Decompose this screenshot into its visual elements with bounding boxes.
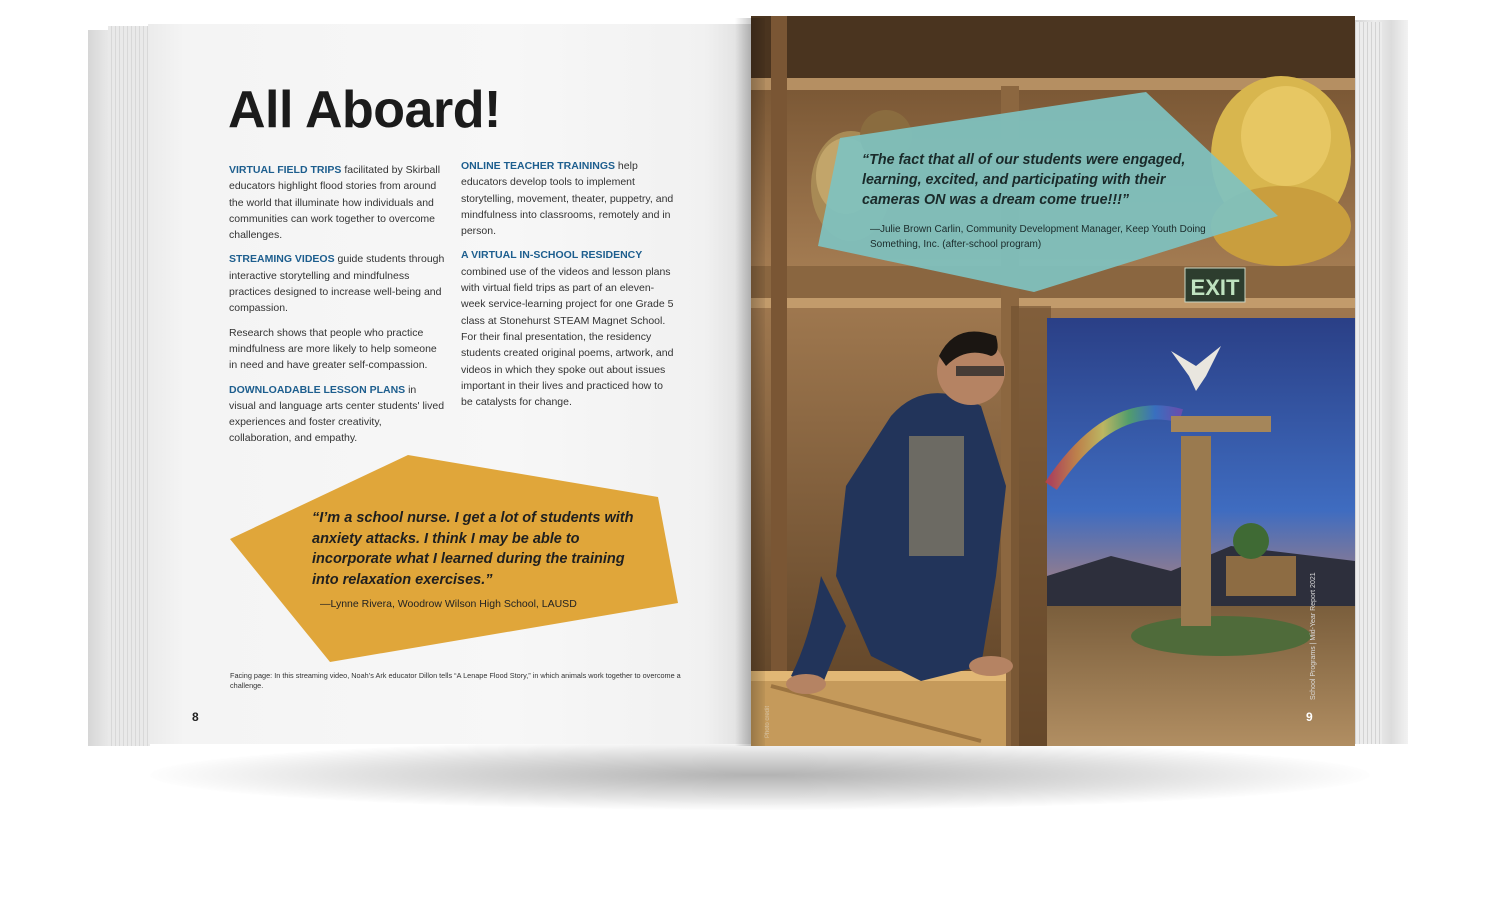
- paragraph-teacher-trainings: ONLINE TEACHER TRAININGS help educators develop tools to implement storytelling, movement, theater, puppetry, and mindfulness into classrooms, remotely and in person.: [461, 160, 674, 238]
- book-gutter: [735, 18, 765, 746]
- page-title: All Aboard!: [228, 81, 501, 139]
- paragraph-streaming-videos: STREAMING VIDEOS guide students through interactive storytelling and mindfulness practices designed to increase well-being and compassion.: [229, 253, 445, 315]
- paragraph-lesson-plans: DOWNLOADABLE LESSON PLANS in visual and language arts center students' lived experiences and foster creativity, collaboration, and empathy.: [229, 383, 445, 445]
- teacher-quote-attribution: —Julie Brown Carlin, Community Development Manager, Keep Youth Doing Something, Inc. (after-school program): [870, 224, 1206, 250]
- photo-credit: Photo credit: [765, 705, 771, 738]
- book-shadow: [150, 740, 1370, 810]
- page-edges-left: [108, 26, 150, 746]
- paragraph-virtual-field-trips: VIRTUAL FIELD TRIPS facilitated by Skirball educators highlight flood stories from around the world that illuminate how individuals and communities can work together to overcome challenges.: [229, 164, 441, 242]
- page-edges-right: [1352, 22, 1382, 744]
- page-number-right: 9: [1306, 710, 1313, 724]
- teacher-quote: “The fact that all of our students were engaged, learning, excited, and participating with their cameras ON was a dream come true!!!”: [862, 152, 1186, 208]
- text-column-1: [229, 162, 445, 455]
- text-column-2: [461, 158, 677, 418]
- exit-sign: EXIT: [1190, 275, 1240, 300]
- paragraph-residency: A VIRTUAL IN-SCHOOL RESIDENCY combined use of the videos and lesson plans with virtual field trips as part of an eleven-week service-learning project for one Grade 5 class at Stonehurst STEAM Magnet School. For their final presentation, the residency students created original poems, artwork, and videos in which they spoke out about issues important in their lives and practiced how to be catalysts for change.: [461, 249, 674, 409]
- page-number-left: 8: [192, 710, 199, 724]
- running-footer: School Programs | Mid-Year Report 2021: [1310, 572, 1317, 700]
- nurse-quote: “I’m a school nurse. I get a lot of students with anxiety attacks. I think I may be able to incorporate what I learned during the training into relaxation exercises.”: [312, 510, 634, 588]
- paragraph-research: Research shows that people who practice mindfulness are more likely to help someone in need and have greater self-compassion.: [229, 326, 437, 372]
- nurse-quote-attribution: —Lynne Rivera, Woodrow Wilson High School, LAUSD: [320, 598, 577, 610]
- photo-caption: Facing page: In this streaming video, Noah’s Ark educator Dillon tells “A Lenape Flood Story,” in which animals work together to overcome a challenge.: [230, 671, 681, 690]
